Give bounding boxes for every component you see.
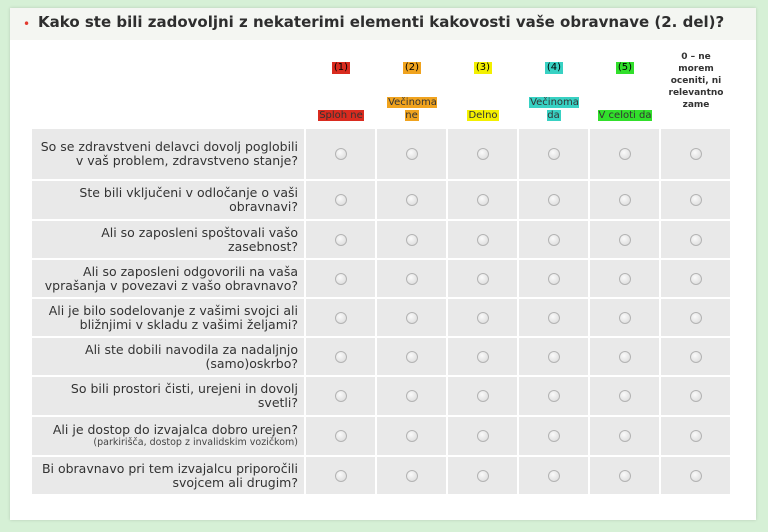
radio-cell[interactable]: [377, 417, 446, 455]
radio-cell[interactable]: [519, 129, 588, 179]
radio-cell[interactable]: [590, 417, 659, 455]
radio-button[interactable]: [619, 194, 631, 206]
row-label-cell: [32, 457, 304, 494]
radio-button[interactable]: [690, 234, 702, 246]
radio-cell[interactable]: [306, 260, 375, 297]
radio-button[interactable]: [619, 430, 631, 442]
radio-button[interactable]: [335, 470, 347, 482]
row-question-text: Ali ste dobili navodila za nadaljnjo (samo)oskrbo?: [85, 341, 298, 371]
radio-cell[interactable]: [590, 338, 659, 375]
radio-cell[interactable]: [590, 181, 659, 219]
row-question-text: Ali je dostop do izvajalca dobro urejen?: [52, 422, 298, 437]
matrix-row: [32, 377, 752, 415]
column-header-1: [306, 48, 376, 126]
radio-button[interactable]: [619, 273, 631, 285]
matrix-row: [32, 260, 752, 297]
radio-cell[interactable]: [306, 129, 375, 179]
radio-button[interactable]: [619, 312, 631, 324]
radio-button[interactable]: [477, 148, 489, 160]
radio-button[interactable]: [406, 312, 418, 324]
row-label: [40, 382, 298, 410]
column-number: (5): [617, 62, 633, 73]
radio-button[interactable]: [406, 234, 418, 246]
radio-cell[interactable]: [661, 299, 730, 336]
radio-button[interactable]: [690, 351, 702, 363]
radio-cell[interactable]: [306, 299, 375, 336]
radio-button[interactable]: [335, 430, 347, 442]
radio-button[interactable]: [406, 194, 418, 206]
radio-button[interactable]: [335, 312, 347, 324]
row-label-cell: [32, 299, 304, 336]
question-header: [10, 8, 756, 40]
radio-cell[interactable]: [306, 338, 375, 375]
matrix-row: [32, 457, 752, 494]
radio-cell[interactable]: [377, 457, 446, 494]
radio-button[interactable]: [477, 234, 489, 246]
radio-cell[interactable]: [306, 457, 375, 494]
question-title: Kako ste bili zadovoljni z nekaterimi elementi kakovosti vaše obravnave (2. del)?: [38, 13, 725, 31]
radio-button[interactable]: [619, 470, 631, 482]
radio-button[interactable]: [406, 351, 418, 363]
radio-button[interactable]: [477, 351, 489, 363]
radio-cell[interactable]: [448, 181, 517, 219]
radio-button[interactable]: [690, 470, 702, 482]
column-number: (4): [546, 62, 562, 73]
row-label: [40, 343, 298, 371]
radio-button[interactable]: [335, 194, 347, 206]
radio-cell[interactable]: [519, 299, 588, 336]
column-header-2: [377, 48, 447, 126]
row-question-text: Ste bili vključeni v odločanje o vaši obravnavi?: [79, 185, 298, 214]
column-label: Večinoma ne: [388, 97, 437, 121]
radio-cell[interactable]: [661, 377, 730, 415]
column-header-na: [661, 48, 731, 126]
row-label: [40, 226, 298, 254]
radio-button[interactable]: [406, 430, 418, 442]
radio-button[interactable]: [335, 390, 347, 402]
radio-cell[interactable]: [448, 299, 517, 336]
radio-cell[interactable]: [306, 221, 375, 258]
radio-button[interactable]: [690, 430, 702, 442]
column-label: 0 – ne morem oceniti, ni relevantno zame: [668, 52, 724, 110]
radio-cell[interactable]: [661, 260, 730, 297]
radio-button[interactable]: [335, 234, 347, 246]
radio-button[interactable]: [690, 390, 702, 402]
radio-button[interactable]: [406, 470, 418, 482]
radio-cell[interactable]: [519, 417, 588, 455]
radio-button[interactable]: [690, 312, 702, 324]
radio-cell[interactable]: [448, 417, 517, 455]
matrix-row: [32, 221, 752, 258]
radio-button[interactable]: [548, 194, 560, 206]
radio-cell[interactable]: [661, 129, 730, 179]
radio-button[interactable]: [477, 273, 489, 285]
row-label: [40, 265, 298, 293]
row-label: [40, 304, 298, 332]
radio-cell[interactable]: [519, 338, 588, 375]
radio-cell[interactable]: [306, 377, 375, 415]
matrix-row: [32, 181, 752, 219]
radio-button[interactable]: [619, 390, 631, 402]
radio-cell[interactable]: [306, 417, 375, 455]
survey-card: [10, 8, 756, 520]
radio-button[interactable]: [619, 234, 631, 246]
row-question-text: So bili prostori čisti, urejeni in dovolj svetli?: [70, 381, 298, 410]
row-label-cell: [32, 417, 304, 455]
radio-button[interactable]: [477, 390, 489, 402]
radio-cell[interactable]: [519, 377, 588, 415]
row-question-text: Bi obravnavo pri tem izvajalcu priporočili svojcem ali drugim?: [41, 460, 298, 490]
column-header-5: [590, 48, 660, 126]
radio-button[interactable]: [406, 390, 418, 402]
column-label: Večinoma da: [530, 97, 579, 121]
row-label-cell: [32, 181, 304, 219]
column-number: (1): [333, 62, 349, 73]
radio-button[interactable]: [335, 148, 347, 160]
radio-cell[interactable]: [519, 457, 588, 494]
radio-cell[interactable]: [590, 129, 659, 179]
radio-cell[interactable]: [590, 221, 659, 258]
column-number: (3): [475, 62, 491, 73]
radio-button[interactable]: [690, 194, 702, 206]
row-question-text: Ali so zaposleni spoštovali vašo zasebnost?: [101, 224, 298, 254]
row-label-cell: [32, 129, 304, 179]
radio-cell[interactable]: [448, 260, 517, 297]
radio-button[interactable]: [335, 273, 347, 285]
column-header-4: [519, 48, 589, 126]
row-question-text: Ali je bilo sodelovanje z vašimi svojci ali bližnjimi v skladu z vašimi željami?: [48, 302, 298, 332]
radio-cell[interactable]: [448, 221, 517, 258]
radio-cell[interactable]: [519, 260, 588, 297]
row-label: [40, 186, 298, 214]
radio-cell[interactable]: [661, 181, 730, 219]
radio-cell[interactable]: [377, 299, 446, 336]
radio-button[interactable]: [406, 273, 418, 285]
row-label-cell: [32, 221, 304, 258]
column-header-3: [448, 48, 518, 126]
radio-button[interactable]: [548, 312, 560, 324]
radio-button[interactable]: [619, 351, 631, 363]
radio-button[interactable]: [548, 273, 560, 285]
radio-cell[interactable]: [377, 338, 446, 375]
radio-button[interactable]: [477, 470, 489, 482]
radio-button[interactable]: [619, 148, 631, 160]
radio-cell[interactable]: [590, 260, 659, 297]
row-label: [40, 462, 298, 490]
column-label: Sploh ne: [319, 110, 363, 121]
matrix-row: [32, 417, 752, 455]
required-bullet: •: [23, 17, 31, 31]
column-label: Delno: [468, 110, 498, 121]
radio-cell[interactable]: [377, 377, 446, 415]
radio-button[interactable]: [548, 234, 560, 246]
radio-cell[interactable]: [377, 181, 446, 219]
row-label-cell: [32, 377, 304, 415]
radio-cell[interactable]: [519, 221, 588, 258]
matrix-row: [32, 338, 752, 375]
row-question-text: Ali so zaposleni odgovorili na vaša vprašanja v povezavi z vašo obravnavo?: [44, 263, 298, 293]
row-label: [40, 140, 298, 168]
row-label-cell: [32, 338, 304, 375]
row-question-text: So se zdravstveni delavci dovolj poglobili v vaš problem, zdravstveno stanje?: [40, 139, 298, 168]
radio-cell[interactable]: [377, 221, 446, 258]
radio-cell[interactable]: [519, 181, 588, 219]
radio-button[interactable]: [690, 273, 702, 285]
column-label: V celoti da: [598, 110, 652, 121]
radio-button[interactable]: [690, 148, 702, 160]
radio-button[interactable]: [548, 430, 560, 442]
row-label-cell: [32, 260, 304, 297]
radio-cell[interactable]: [448, 129, 517, 179]
radio-button[interactable]: [406, 148, 418, 160]
radio-cell[interactable]: [448, 377, 517, 415]
radio-cell[interactable]: [661, 417, 730, 455]
radio-cell[interactable]: [448, 338, 517, 375]
radio-button[interactable]: [335, 351, 347, 363]
radio-cell[interactable]: [448, 457, 517, 494]
radio-cell[interactable]: [661, 221, 730, 258]
radio-cell[interactable]: [661, 457, 730, 494]
radio-button[interactable]: [548, 470, 560, 482]
column-number: (2): [404, 62, 420, 73]
radio-button[interactable]: [477, 430, 489, 442]
radio-cell[interactable]: [590, 457, 659, 494]
radio-cell[interactable]: [377, 260, 446, 297]
radio-button[interactable]: [477, 194, 489, 206]
radio-button[interactable]: [548, 390, 560, 402]
radio-button[interactable]: [548, 148, 560, 160]
radio-cell[interactable]: [377, 129, 446, 179]
radio-button[interactable]: [477, 312, 489, 324]
row-label: [40, 423, 298, 449]
matrix-row: [32, 129, 752, 179]
radio-cell[interactable]: [590, 377, 659, 415]
radio-cell[interactable]: [590, 299, 659, 336]
matrix-row: [32, 299, 752, 336]
row-question-subtext: (parkirišča, dostop z invalidskim vozičkom): [93, 437, 298, 448]
radio-cell[interactable]: [306, 181, 375, 219]
radio-button[interactable]: [548, 351, 560, 363]
radio-cell[interactable]: [661, 338, 730, 375]
